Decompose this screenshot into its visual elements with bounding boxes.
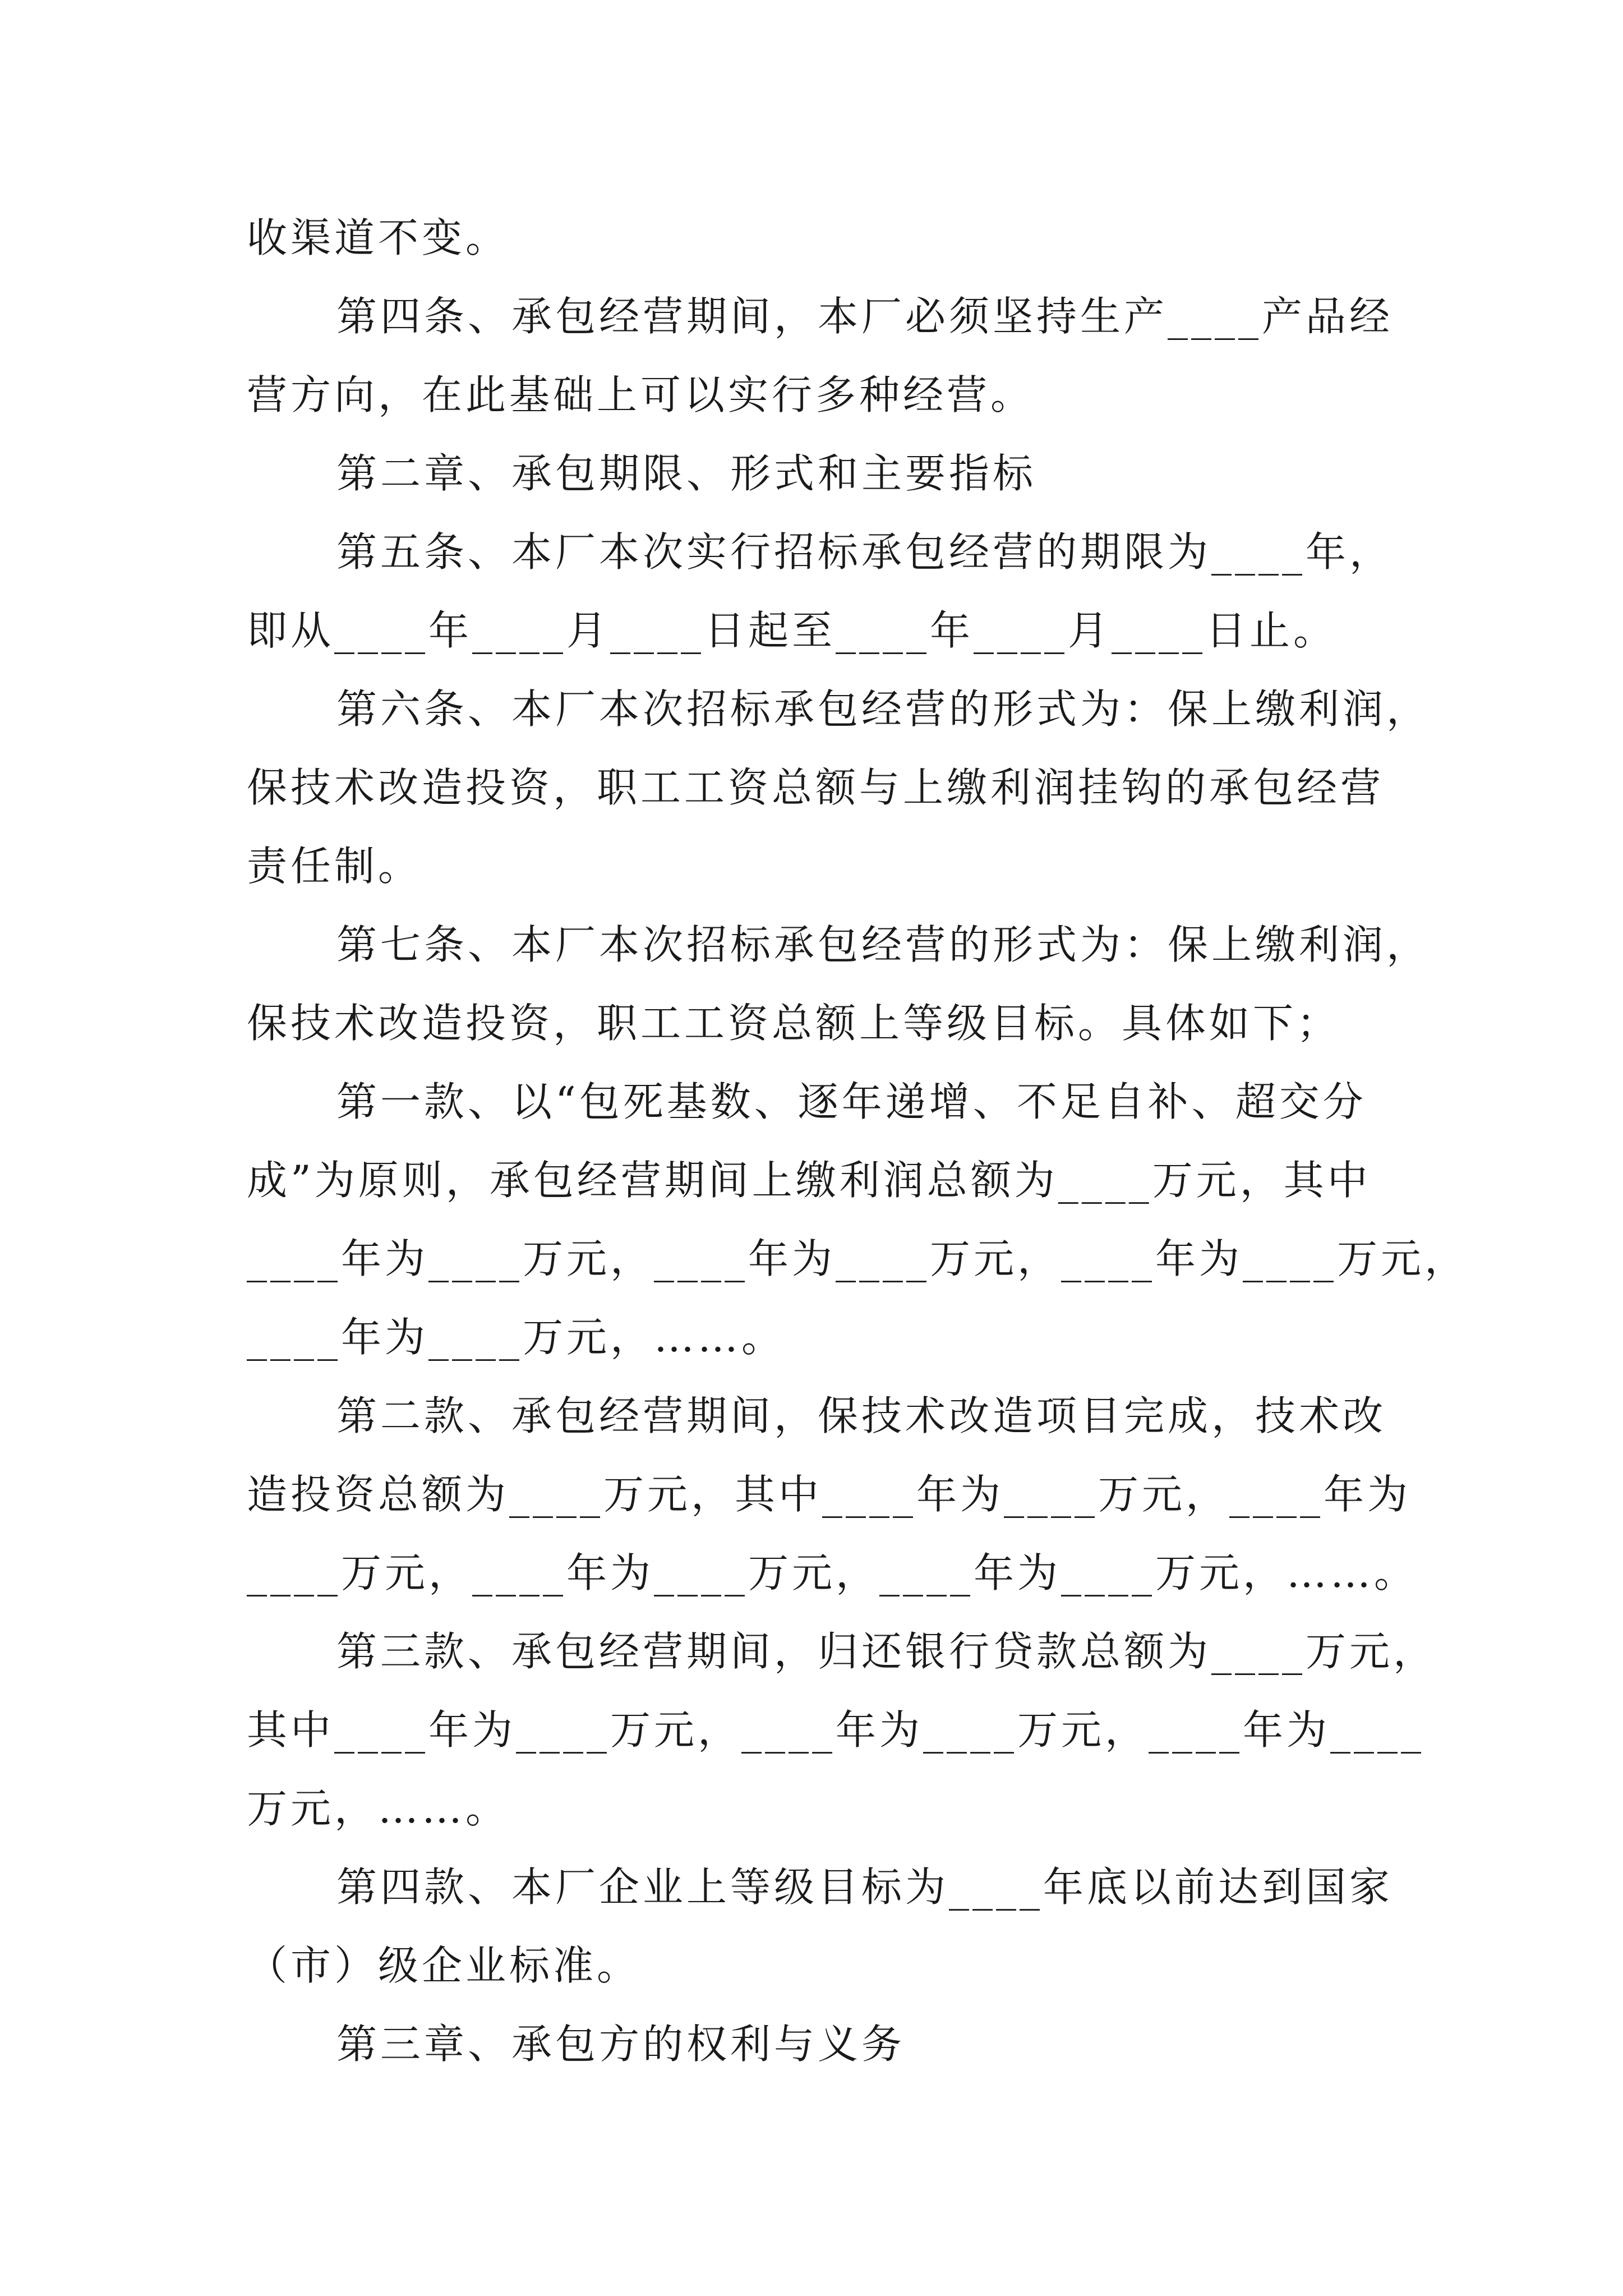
text-line: ____年为____万元，____年为____万元，____年为____万元， [247, 1235, 1469, 1282]
text-line: 造投资总额为____万元，其中____年为____万元，____年为 [247, 1471, 1412, 1518]
clause-2-line: 第二款、承包经营期间，保技术改造项目完成，技术改 [336, 1392, 1387, 1439]
article-7-line: 第七条、本厂本次招标承包经营的形式为：保上缴利润， [336, 921, 1431, 968]
chapter-3-heading: 第三章、承包方的权利与义务 [336, 2021, 906, 2068]
text-line: 保技术改造投资，职工工资总额与上缴利润挂钩的承包经营 [247, 764, 1385, 811]
text-line: 责任制。 [247, 843, 422, 890]
text-line: 成”为原则，承包经营期间上缴利润总额为____万元，其中 [247, 1157, 1371, 1204]
clause-3-line: 第三款、承包经营期间，归还银行贷款总额为____万元， [336, 1628, 1437, 1675]
text-line: 营方向，在此基础上可以实行多种经营。 [247, 371, 1035, 418]
text-line: ____万元，____年为____万元，____年为____万元，……。 [247, 1549, 1418, 1596]
article-6-line: 第六条、本厂本次招标承包经营的形式为：保上缴利润， [336, 685, 1431, 733]
text-line: （市）级企业标准。 [247, 1942, 641, 1989]
clause-1-line: 第一款、以“包死基数、逐年递增、不足自补、超交分 [336, 1078, 1367, 1125]
article-5-line: 第五条、本厂本次实行招标承包经营的期限为____年， [336, 528, 1394, 576]
text-line: 保技术改造投资，职工工资总额上等级目标。具体如下； [247, 1000, 1341, 1047]
article-4-line: 第四条、承包经营期间，本厂必须坚持生产____产品经 [336, 293, 1394, 340]
text-line: 万元，……。 [247, 1785, 510, 1832]
text-line: 其中____年为____万元，____年为____万元，____年为____ [247, 1706, 1425, 1754]
clause-4-line: 第四款、本厂企业上等级目标为____年底以前达到国家 [336, 1864, 1394, 1911]
chapter-2-heading: 第二章、承包期限、形式和主要指标 [336, 450, 1037, 497]
text-line: 即从____年____月____日起至____年____月____日止。 [247, 607, 1338, 654]
text-line: ____年为____万元，……。 [247, 1314, 786, 1361]
text-line: 收渠道不变。 [247, 214, 510, 261]
